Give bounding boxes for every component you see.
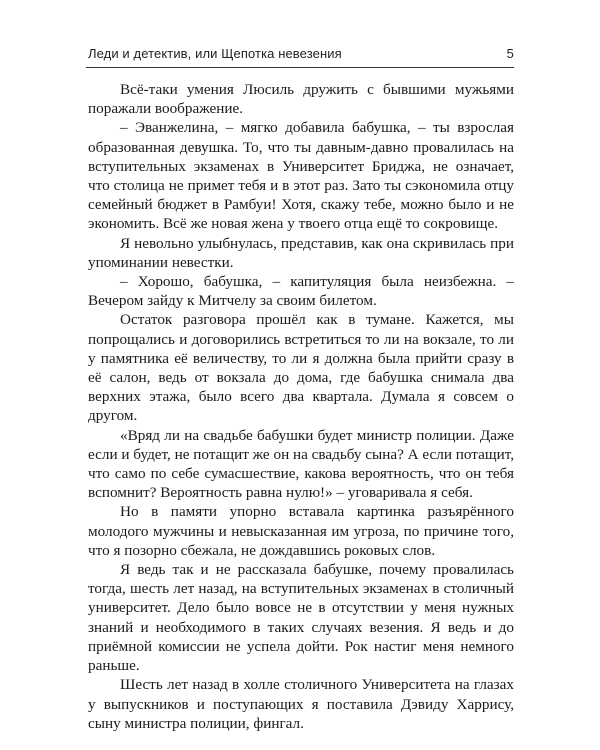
paragraph: Я невольно улыбнулась, представив, как она скривилась при упоминании невестки.: [88, 234, 514, 271]
paragraph: «Вряд ли на свадьбе бабушки будет министр полиции. Даже если и будет, не потащит же он на свадьбу сына? А если потащит, что само по себе сумасшествие, какова вероятность, что он тебя вспомнит? Вероятность равна нулю!» – уговаривала я себя.: [88, 426, 514, 502]
paragraph: Я ведь так и не рассказала бабушке, почему провалилась тогда, шесть лет назад, на вступительных экзаменах в столичный университет. Дело было вовсе не в отсутствии у меня нужных знаний и необходимого в таких случаях везения. Я ведь и до приёмной комиссии не успела дойти. Рок настиг меня немного раньше.: [88, 561, 514, 675]
paragraph: – Хорошо, бабушка, – капитуляция была неизбежна. – Вечером зайду к Митчелу за своим билетом.: [88, 273, 514, 310]
paragraph: Всё-таки умения Люсиль дружить с бывшими мужьями поражали воображение.: [88, 81, 514, 118]
paragraph: – Эванжелина, – мягко добавила бабушка, – ты взрослая образованная девушка. То, что ты давным-давно провалилась на вступительных экзаменах в Университет Бриджа, не означает, что столица не примет тебя и в этот раз. Зато ты сэкономила отцу семейный бюджет в Рамбуи! Хотя, скажу тебе, можно было и не экономить. Всё же новая жена у твоего отца ещё то сокровище.: [88, 119, 514, 233]
header-rule: [86, 67, 514, 68]
paragraph: Остаток разговора прошёл как в тумане. Кажется, мы попрощались и договорились встретиться то ли на вокзале, то ли у памятника её величеству, то ли я должна была прийти сразу в её салон, ведь от вокзала до дома, где бабушка снимала два верхних этажа, было всего два квартала. Думала я совсем о другом.: [88, 311, 514, 425]
running-head: [88, 46, 514, 61]
book-title: Леди и детектив, или Щепотка невезения: [88, 46, 342, 61]
body-text: [88, 80, 514, 733]
paragraph: Шесть лет назад в холле столичного Университета на глазах у выпускников и поступающих я поставила Дэвиду Харрису, сыну министра полиции, фингал.: [88, 676, 514, 732]
page-number: 5: [506, 46, 514, 61]
paragraph: Но в памяти упорно вставала картинка разъярённого молодого мужчины и невысказанная им угроза, по причине того, что я позорно сбежала, не дождавшись роковых слов.: [88, 503, 514, 559]
